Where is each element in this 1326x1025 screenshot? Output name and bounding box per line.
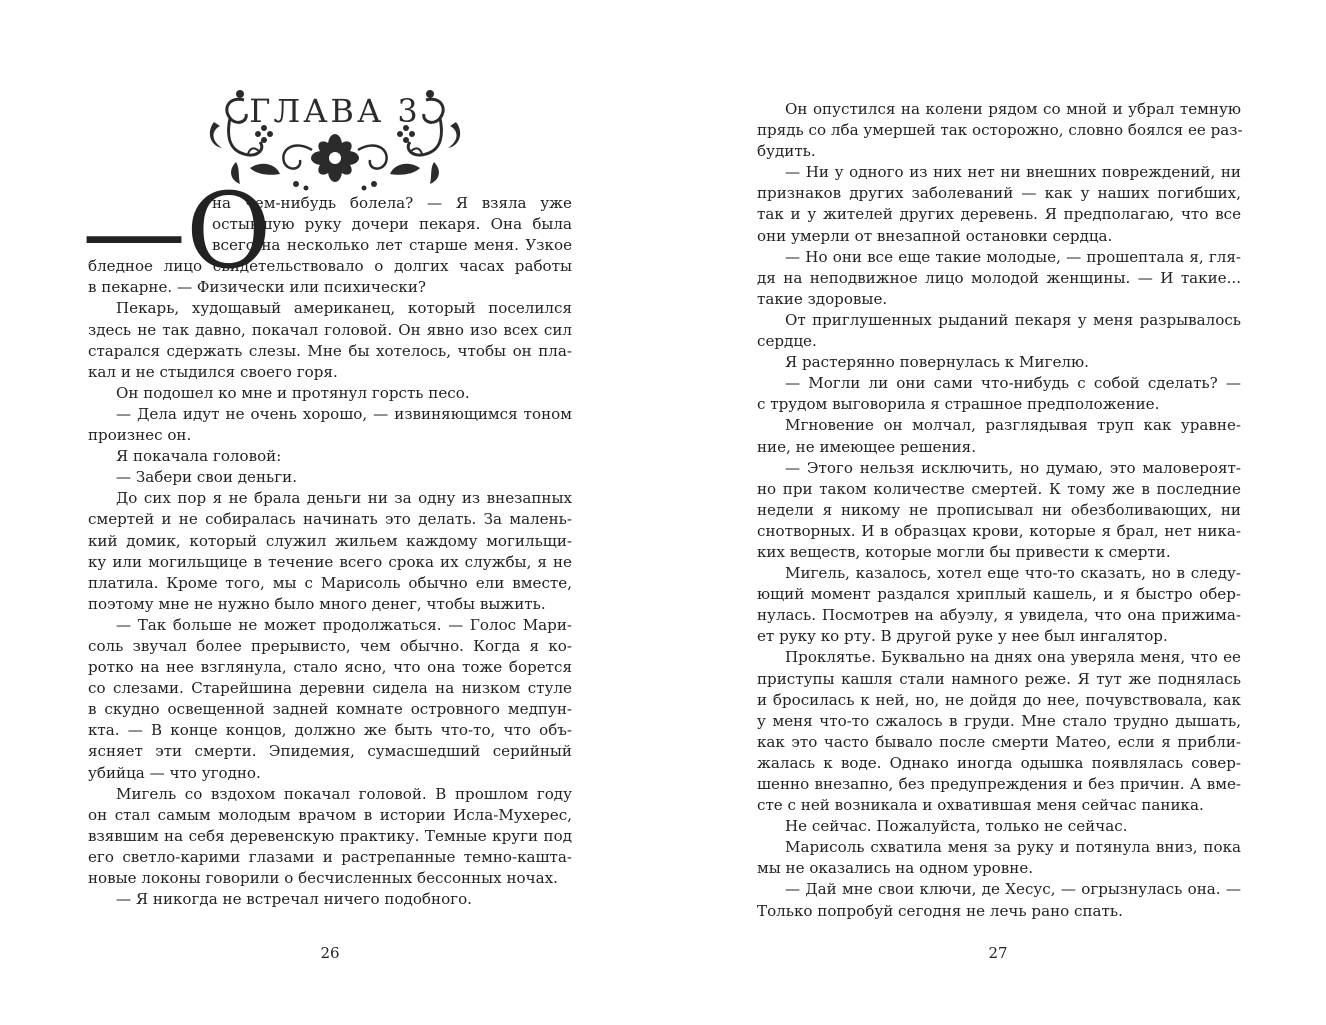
right-page-text xyxy=(757,99,1241,922)
text-line: в скудно освещенной задней комнате островного медпун- xyxy=(88,700,572,719)
text-line: кта. — В конце концов, должно же быть что-то, что объ- xyxy=(88,721,572,740)
text-line: всего на несколько лет старше меня. Узкое xyxy=(212,236,572,255)
text-line: платила. Кроме того, мы с Марисоль обычно ели вместе, xyxy=(88,573,572,592)
text-line: прядь со лба умершей так осторожно, словно боялся ее раз- xyxy=(757,121,1243,140)
text-line: в пекарне. — Физически или психически? xyxy=(88,278,427,297)
drop-cap xyxy=(82,170,272,292)
text-line: Я покачала головой: xyxy=(116,447,282,466)
text-line: на чем-нибудь болела? — Я взяла уже xyxy=(212,194,572,212)
text-line: снотворных. И в образцах крови, которые я брал, нет ника- xyxy=(757,521,1241,540)
text-line: — Дай мне свои ключи, де Хесус, — огрызнулась она. — xyxy=(785,880,1241,899)
text-line: убийца — что угодно. xyxy=(88,763,261,782)
text-line: жалась к воде. Однако иногда одышка появлялась совер- xyxy=(757,753,1241,772)
text-line: соль звучал более прерывисто, чем обычно. Когда я ко- xyxy=(88,636,572,655)
text-line: Я растерянно повернулась к Мигелю. xyxy=(785,353,1089,372)
text-line: будить. xyxy=(757,142,816,161)
text-line: смертей и не собиралась начинать это делать. За малень- xyxy=(88,510,572,529)
text-line: они умерли от внезапной остановки сердца. xyxy=(757,226,1113,245)
text-line: здесь не так давно, покачал головой. Он явно изо всех сил xyxy=(88,320,572,339)
text-line: — Ни у одного из них нет ни внешних повреждений, ни xyxy=(785,163,1241,182)
text-line: — Дела идут не очень хорошо, — извиняющимся тоном xyxy=(116,404,572,423)
text-line: — Так больше не может продолжаться. — Голос Мари- xyxy=(116,615,572,634)
text-line: ротко на нее взглянула, стало ясно, что она тоже борется xyxy=(88,658,572,677)
text-line: кий домик, который служил жильем каждому могильщи- xyxy=(88,531,572,550)
page-number: 27 xyxy=(988,944,1008,962)
text-line: Пекарь, худощавый американец, который поселился xyxy=(116,299,572,318)
right-page xyxy=(663,0,1326,1025)
text-line: но при таком количестве смертей. К тому же в последние xyxy=(757,479,1241,498)
chapter-title: ГЛАВА 3 xyxy=(249,92,421,130)
text-line: Не сейчас. Пожалуйста, только не сейчас. xyxy=(785,817,1128,836)
text-line: ет руку ко рту. В другой руке у нее был ингалятор. xyxy=(757,627,1168,646)
text-line: нулась. Посмотрев на абуэлу, я увидела, что она прижима- xyxy=(757,606,1241,625)
left-page-text xyxy=(82,170,572,910)
text-line: как это часто бывало после смерти Матео, если я прибли- xyxy=(757,732,1241,751)
text-line: Только попробуй сегодня не лечь рано спать. xyxy=(757,901,1123,920)
text-line: дя на неподвижное лицо молодой женщины. — И такие... xyxy=(757,268,1241,287)
text-line: — Я никогда не встречал ничего подобного. xyxy=(116,890,472,909)
text-line: кал и не стыдился своего горя. xyxy=(88,362,338,381)
text-line: сте с ней возникала и охватившая меня сейчас паника. xyxy=(757,796,1204,815)
text-line: бледное лицо свидетельствовало о долгих часах работы xyxy=(88,257,572,276)
text-line: Проклятье. Буквально на днях она уверяла меня, что ее xyxy=(785,648,1241,667)
text-line: у меня что-то сжалось в груди. Мне стало трудно дышать, xyxy=(757,711,1241,730)
text-line: остывшую руку дочери пекаря. Она была xyxy=(212,215,572,234)
text-line: приступы кашля стали намного реже. Я тут же поднялась xyxy=(757,669,1241,688)
text-line: недели я никому не прописывал ни обезболивающих, ни xyxy=(757,500,1241,519)
text-line: поэтому мне не нужно было много денег, чтобы выжить. xyxy=(88,594,546,613)
text-line: — Но они все еще такие молодые, — прошептала я, гля- xyxy=(785,247,1241,266)
text-line: взявшим на себя деревенскую практику. Темные круги под xyxy=(88,826,572,845)
text-line: До сих пор я не брала деньги ни за одну из внезапных xyxy=(116,489,572,508)
text-line: признаков других заболеваний — как у наших погибших, xyxy=(757,184,1241,203)
text-line: новые локоны говорили о бесчисленных бессонных ночах. xyxy=(88,869,558,887)
text-line: Он опустился на колени рядом со мной и убрал темную xyxy=(785,100,1241,118)
text-line: — Могли ли они сами что-нибудь с собой сделать? — xyxy=(785,374,1241,393)
text-line: мы не оказались на одном уровне. xyxy=(757,859,1034,878)
text-line: его светло-карими глазами и растрепанные темно-кашта- xyxy=(88,847,572,866)
page-number: 26 xyxy=(320,944,340,962)
text-line: он стал самым молодым врачом в истории Исла-Мухерес, xyxy=(88,805,572,824)
text-line: такие здоровые. xyxy=(757,289,888,308)
text-line: произнес он. xyxy=(88,426,192,445)
text-line: ких веществ, которые могли бы привести к смерти. xyxy=(757,542,1171,561)
text-line: ние, не имеющее решения. xyxy=(757,437,977,456)
text-line: так и у жителей других деревень. Я предполагаю, что все xyxy=(757,205,1241,224)
text-line: ясняет эти смерти. Эпидемия, сумасшедший серийный xyxy=(88,742,572,761)
text-line: Мигель со вздохом покачал головой. В прошлом году xyxy=(116,784,572,803)
text-line: старался сдержать слезы. Мне бы хотелось, чтобы он пла- xyxy=(88,341,572,360)
text-line: с трудом выговорила я страшное предположение. xyxy=(757,395,1160,414)
text-line: Мигель, казалось, хотел еще что-то сказать, но в следу- xyxy=(785,564,1241,583)
text-line: — Этого нельзя исключить, но думаю, это маловероят- xyxy=(785,458,1241,477)
text-line: Он подошел ко мне и протянул горсть песо. xyxy=(116,383,470,402)
text-line: ющий момент раздался хриплый кашель, и я быстро обер- xyxy=(757,585,1241,604)
text-line: От приглушенных рыданий пекаря у меня разрывалось xyxy=(785,310,1241,329)
text-line: ку или могильщице в течение всего срока их службы, я не xyxy=(88,552,572,571)
drop-cap-letter: О xyxy=(186,170,272,292)
text-line: со слезами. Старейшина деревни сидела на низком стуле xyxy=(88,679,572,698)
drop-cap-dash: — xyxy=(82,170,186,292)
text-line: — Забери свои деньги. xyxy=(116,468,297,487)
text-line: Мгновение он молчал, разглядывая труп как уравне- xyxy=(785,416,1241,435)
text-line: шенно внезапно, без предупреждения и без причин. А вме- xyxy=(757,775,1241,793)
text-line: Марисоль схватила меня за руку и потянула вниз, пока xyxy=(785,838,1241,857)
text-line: сердце. xyxy=(757,332,817,351)
text-line: и бросилась к ней, но, не дойдя до нее, почувствовала, как xyxy=(757,690,1241,709)
